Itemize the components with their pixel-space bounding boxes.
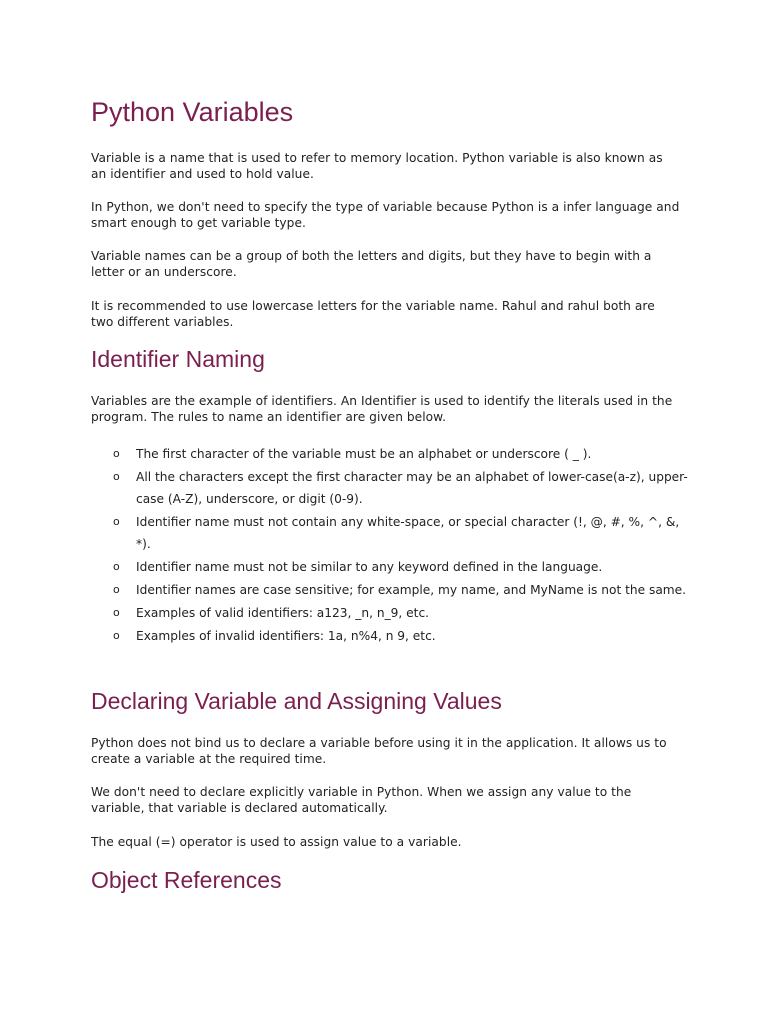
section-heading: Object References: [91, 867, 282, 893]
list-item-text: Identifier names are case sensitive; for example, my name, and MyName is not the same.: [136, 583, 687, 597]
section-heading: Identifier Naming: [91, 346, 265, 372]
bullet-icon: o: [113, 629, 120, 642]
paragraph: Variables are the example of identifiers. An Identifier is used to identify the literals used in the program. The rules to name an identifier are given below.: [91, 394, 673, 424]
list-item: [91, 556, 691, 578]
list-item-text: Examples of invalid identifiers: 1a, n%4, n 9, etc.: [136, 629, 436, 643]
list-item: [91, 466, 691, 510]
paragraph: Variable is a name that is used to refer to memory location. Python variable is also known as an identifier and used to hold value.: [91, 151, 663, 181]
page-title: Python Variables: [91, 97, 294, 127]
paragraph: In Python, we don't need to specify the type of variable because Python is a infer language and smart enough to get variable type.: [91, 200, 680, 230]
bullet-icon: o: [113, 447, 120, 460]
paragraph: It is recommended to use lowercase letters for the variable name. Rahul and rahul both are two different variables.: [91, 299, 655, 329]
bullet-icon: o: [113, 583, 120, 596]
paragraph: Variable names can be a group of both the letters and digits, but they have to begin with a letter or an underscore.: [91, 249, 652, 279]
identifier-rules-list: [91, 443, 691, 648]
paragraph: Python does not bind us to declare a variable before using it in the application. It allows us to create a variable at the required time.: [91, 736, 667, 766]
list-item: [91, 511, 691, 555]
list-item: [91, 625, 691, 647]
list-item: [91, 443, 691, 465]
list-item-text: Examples of valid identifiers: a123, _n, n_9, etc.: [136, 606, 430, 620]
list-item-text: All the characters except the first character may be an alphabet of lower-case(a-z), upper-case (A-Z), underscore, or digit (0-9).: [136, 470, 688, 506]
list-item-text: Identifier name must not be similar to any keyword defined in the language.: [136, 560, 603, 574]
bullet-icon: o: [113, 606, 120, 619]
list-item: [91, 579, 691, 601]
list-item: [91, 602, 691, 624]
paragraph: We don't need to declare explicitly variable in Python. When we assign any value to the variable, that variable is declared automatically.: [91, 785, 632, 815]
paragraph: The equal (=) operator is used to assign value to a variable.: [91, 835, 462, 849]
list-item-text: The first character of the variable must be an alphabet or underscore ( _ ).: [136, 447, 592, 461]
bullet-icon: o: [113, 470, 120, 483]
bullet-icon: o: [113, 515, 120, 528]
bullet-icon: o: [113, 560, 120, 573]
section-heading: Declaring Variable and Assigning Values: [91, 688, 502, 714]
list-item-text: Identifier name must not contain any white-space, or special character (!, @, #, %, ^, &, *).: [136, 515, 680, 551]
